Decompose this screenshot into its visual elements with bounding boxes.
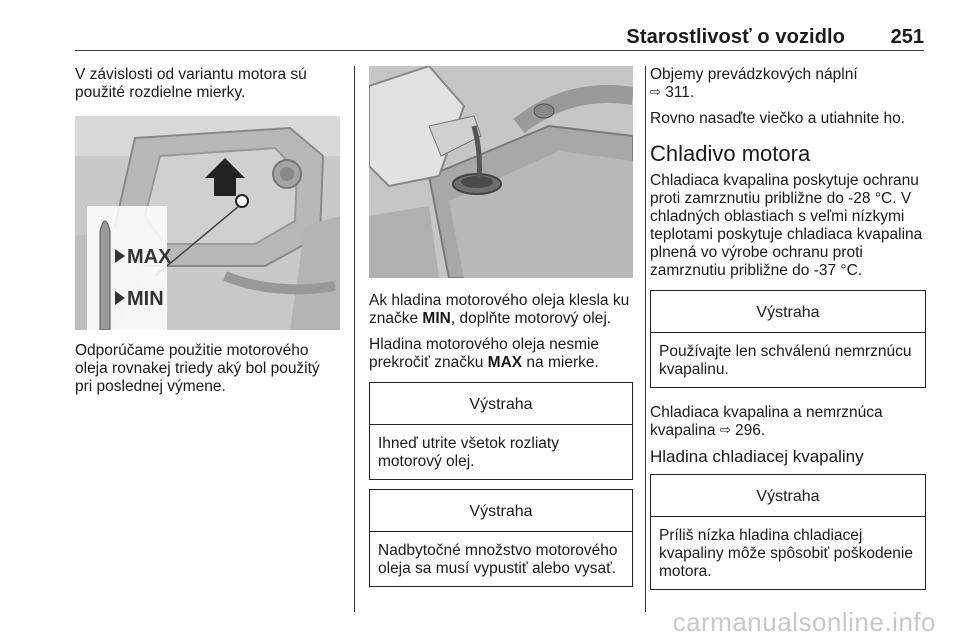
capacities-reference	[650, 66, 926, 102]
warning-body: Používajte len schválenú nemrznúcu kvapalinu.	[659, 343, 912, 378]
page-header	[0, 0, 960, 52]
max-paragraph-text-end: na mierke.	[522, 354, 599, 371]
min-paragraph	[369, 292, 633, 328]
warning-box-antifreeze	[650, 290, 926, 388]
warning-body: Ihneď utrite všetok rozliaty motorový olej.	[378, 435, 559, 470]
min-mark: MIN	[422, 310, 451, 327]
warning-box-spilled-oil	[369, 382, 633, 480]
antifreeze-page-ref[interactable]: 296.	[735, 422, 766, 439]
arrow-ref-icon: ⇨	[719, 422, 731, 437]
coolant-heading: Chladivo motora	[650, 141, 811, 166]
warning-title: Výstraha	[370, 383, 632, 425]
antifreeze-reference	[650, 404, 926, 440]
warning-title: Výstraha	[651, 475, 925, 517]
dipstick-min-label: MIN	[127, 288, 164, 310]
column-3	[650, 66, 926, 599]
min-paragraph-text-end: , doplňte motorový olej.	[450, 310, 612, 327]
warning-box-excess-oil	[369, 489, 633, 587]
arrow-ref-icon: ⇨	[650, 84, 661, 99]
engine-dipstick-illustration	[75, 116, 340, 330]
max-mark: MAX	[487, 354, 523, 371]
warning-box-low-coolant	[650, 474, 926, 590]
max-paragraph	[369, 336, 633, 372]
warning-title: Výstraha	[651, 291, 925, 333]
warning-body: Nadbytočné množstvo motorového oleja sa musí vypustiť alebo vysať.	[378, 542, 618, 577]
antifreeze-text: Chladiaca kvapalina a nemrznúca kvapalina	[650, 404, 883, 439]
warning-body: Príliš nízka hladina chladiacej kvapaliny môže spôsobiť poškodenie motora.	[659, 527, 913, 580]
header-divider	[75, 50, 924, 51]
dipstick-engine-figure	[75, 116, 340, 330]
warning-title: Výstraha	[370, 490, 632, 532]
column-divider-1	[354, 66, 355, 612]
cap-note: Rovno nasaďte viečko a utiahnite ho.	[650, 110, 906, 127]
page-number: 251	[890, 26, 924, 48]
column-divider-2	[645, 66, 646, 612]
footer-watermark: carmanualsonline.info	[672, 607, 936, 637]
recommendation-paragraph: Odporúčame použitie motorového oleja rovnakej triedy aký bol použitý pri poslednej výmene.	[75, 342, 320, 395]
max-paragraph-text: Hladina motorového oleja nesmie prekročiť značku	[369, 336, 600, 371]
dipstick-max-label: MAX	[127, 246, 172, 268]
coolant-level-heading: Hladina chladiacej kvapaliny	[650, 447, 864, 466]
oil-filling-figure	[369, 66, 633, 278]
coolant-paragraph: Chladiaca kvapalina poskytuje ochranu proti zamrznutiu približne do -28 °C. V chladných oblastiach s veľmi nízkymi teplotami poskytuje chladiaca kvapalina plnená vo výrobe ochranu proti zamrznutiu približne do -37 °C.	[650, 172, 923, 279]
page-title: Starostlivosť o vozidlo	[626, 26, 845, 48]
capacities-page-ref[interactable]: 311.	[665, 84, 695, 101]
column-2	[369, 66, 633, 596]
intro-paragraph: V závislosti od variantu motora sú použité rozdielne mierky.	[75, 66, 307, 101]
capacities-text: Objemy prevádzkových náplní	[650, 66, 858, 83]
column-1	[75, 66, 340, 404]
min-paragraph-text: Ak hladina motorového oleja klesla ku značke	[369, 292, 630, 327]
oil-filling-illustration	[369, 66, 633, 278]
